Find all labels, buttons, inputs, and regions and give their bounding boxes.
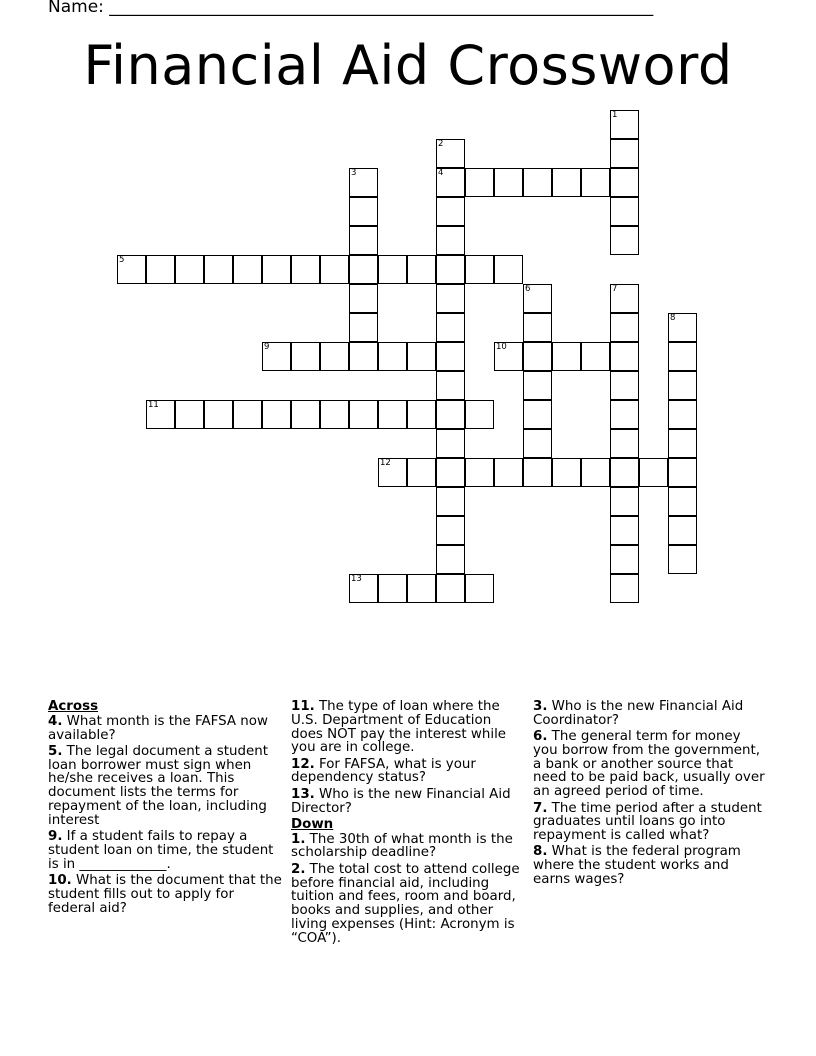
crossword-cell[interactable]: [378, 255, 407, 284]
crossword-cell[interactable]: [378, 458, 407, 487]
across-heading: Across: [48, 699, 99, 714]
crossword-cell[interactable]: [610, 226, 639, 255]
crossword-cell[interactable]: [668, 371, 697, 400]
crossword-cell[interactable]: [668, 545, 697, 574]
crossword-cell[interactable]: [610, 284, 639, 313]
clue-down-2: 2. The total cost to attend college before financial aid, including tuition and fees, room and board, books and supplies, and other living expenses (Hint: Acronym is “COA”).: [291, 861, 520, 946]
crossword-cell[interactable]: [146, 400, 175, 429]
crossword-cell[interactable]: [610, 574, 639, 603]
crossword-cell[interactable]: [175, 400, 204, 429]
clue-across-10: 10. What is the document that the student fills out to apply for federal aid?: [48, 873, 282, 916]
crossword-cell[interactable]: [146, 255, 175, 284]
crossword-cell[interactable]: [349, 284, 378, 313]
crossword-cell[interactable]: [523, 429, 552, 458]
crossword-cell[interactable]: [436, 400, 465, 429]
crossword-cell[interactable]: [436, 255, 465, 284]
crossword-cell[interactable]: [436, 284, 465, 313]
crossword-cell[interactable]: [610, 371, 639, 400]
crossword-cell[interactable]: [465, 574, 494, 603]
clue-down-7: 7. The time period after a student graduates until loans go into repayment is called what?: [533, 800, 762, 844]
crossword-cell[interactable]: [204, 400, 233, 429]
crossword-cell[interactable]: [610, 313, 639, 342]
clue-number: 6: [525, 284, 531, 294]
crossword-cell[interactable]: [349, 255, 378, 284]
name-field-label: Name: ________________________________________________________________: [48, 0, 654, 17]
crossword-cell[interactable]: [668, 429, 697, 458]
clue-across-4: 4. What month is the FAFSA now available?: [48, 713, 268, 743]
crossword-cell[interactable]: [320, 400, 349, 429]
crossword-cell[interactable]: [291, 400, 320, 429]
crossword-cell[interactable]: [204, 255, 233, 284]
crossword-cell[interactable]: [610, 197, 639, 226]
crossword-cell[interactable]: [552, 458, 581, 487]
clue-across-9: 9. If a student fails to repay a student loan on time, the student is in _____________.: [48, 829, 274, 872]
crossword-cell[interactable]: [610, 139, 639, 168]
crossword-cell[interactable]: [610, 545, 639, 574]
crossword-cell[interactable]: [378, 342, 407, 371]
clues-column-3: [533, 700, 769, 889]
clue-across-5: 5. The legal document a student loan borrower must sign when he/she receives a loan. This document lists the terms for repayment of the loan, including interest: [48, 743, 268, 828]
crossword-cell[interactable]: [349, 342, 378, 371]
crossword-cell[interactable]: [349, 313, 378, 342]
crossword-cell[interactable]: [349, 574, 378, 603]
clue-number: 1: [612, 110, 618, 120]
crossword-cell[interactable]: [436, 574, 465, 603]
crossword-cell[interactable]: [349, 400, 378, 429]
crossword-cell[interactable]: [465, 400, 494, 429]
clue-number: 12: [380, 458, 391, 468]
crossword-cell[interactable]: [436, 139, 465, 168]
down-heading: Down: [291, 816, 334, 832]
crossword-cell[interactable]: [175, 255, 204, 284]
crossword-cell[interactable]: [349, 197, 378, 226]
crossword-cell[interactable]: [523, 168, 552, 197]
crossword-cell[interactable]: [494, 255, 523, 284]
crossword-cell[interactable]: [436, 516, 465, 545]
crossword-cell[interactable]: [320, 255, 349, 284]
crossword-cell[interactable]: [552, 342, 581, 371]
clue-number: 8: [670, 313, 676, 323]
crossword-cell[interactable]: [262, 342, 291, 371]
crossword-cell[interactable]: [407, 458, 436, 487]
crossword-cell[interactable]: [581, 342, 610, 371]
crossword-cell[interactable]: [610, 516, 639, 545]
crossword-cell[interactable]: [436, 226, 465, 255]
crossword-cell[interactable]: [639, 458, 668, 487]
crossword-cell[interactable]: [436, 197, 465, 226]
crossword-cell[interactable]: [610, 342, 639, 371]
clue-across-13: 13. Who is the new Financial Aid Director?: [291, 786, 511, 816]
crossword-cell[interactable]: [523, 284, 552, 313]
clue-number: 10: [496, 342, 507, 352]
crossword-cell[interactable]: [494, 342, 523, 371]
crossword-cell[interactable]: [668, 458, 697, 487]
clue-number: 13: [351, 574, 362, 584]
crossword-cell[interactable]: [291, 255, 320, 284]
crossword-cell[interactable]: [523, 400, 552, 429]
crossword-cell[interactable]: [494, 168, 523, 197]
crossword-cell[interactable]: [378, 400, 407, 429]
crossword-cell[interactable]: [523, 458, 552, 487]
crossword-cell[interactable]: [291, 342, 320, 371]
crossword-cell[interactable]: [320, 342, 349, 371]
crossword-cell[interactable]: [436, 371, 465, 400]
crossword-cell[interactable]: [407, 255, 436, 284]
clue-across-11: 11. The type of loan where the U.S. Department of Education does NOT pay the interest while you are in college.: [291, 699, 507, 756]
clues-column-1: [48, 700, 284, 918]
crossword-cell[interactable]: [436, 545, 465, 574]
page-title: Financial Aid Crossword: [83, 34, 733, 97]
crossword-cell[interactable]: [233, 255, 262, 284]
crossword-cell[interactable]: [407, 400, 436, 429]
crossword-cell[interactable]: [610, 458, 639, 487]
crossword-cell[interactable]: [407, 342, 436, 371]
crossword-cell[interactable]: [610, 400, 639, 429]
crossword-cell[interactable]: [378, 574, 407, 603]
crossword-cell[interactable]: [523, 342, 552, 371]
clue-number: 3: [351, 168, 357, 178]
clues-column-2: [291, 700, 525, 948]
crossword-cell[interactable]: [407, 574, 436, 603]
crossword-cell[interactable]: [436, 313, 465, 342]
crossword-cell[interactable]: [552, 168, 581, 197]
crossword-cell[interactable]: [523, 371, 552, 400]
crossword-cell[interactable]: [610, 168, 639, 197]
clue-down-8: 8. What is the federal program where the student works and earns wages?: [533, 844, 741, 888]
crossword-cell[interactable]: [668, 313, 697, 342]
clue-number: 9: [264, 342, 270, 352]
crossword-cell[interactable]: [610, 487, 639, 516]
crossword-cell[interactable]: [668, 516, 697, 545]
crossword-cell[interactable]: [610, 429, 639, 458]
crossword-cell[interactable]: [668, 342, 697, 371]
crossword-cell[interactable]: [668, 400, 697, 429]
clue-number: 7: [612, 284, 618, 294]
crossword-cell[interactable]: [436, 429, 465, 458]
crossword-cell[interactable]: [262, 400, 291, 429]
clue-number: 5: [119, 255, 125, 265]
crossword-cell[interactable]: [436, 487, 465, 516]
crossword-cell[interactable]: [262, 255, 291, 284]
crossword-cell[interactable]: [436, 168, 465, 197]
clue-number: 2: [438, 139, 444, 149]
crossword-cell[interactable]: [349, 168, 378, 197]
crossword-cell[interactable]: [523, 313, 552, 342]
crossword-cell[interactable]: [668, 487, 697, 516]
crossword-cell[interactable]: [233, 400, 262, 429]
crossword-cell[interactable]: [465, 168, 494, 197]
clue-down-1: 1. The 30th of what month is the scholarship deadline?: [291, 831, 513, 861]
clue-number: 11: [148, 400, 159, 410]
crossword-cell[interactable]: [465, 255, 494, 284]
clue-down-3: 3. Who is the new Financial Aid Coordinator?: [533, 699, 744, 728]
clue-across-12: 12. For FAFSA, what is your dependency status?: [291, 756, 476, 786]
crossword-cell[interactable]: [494, 458, 523, 487]
crossword-cell[interactable]: [436, 342, 465, 371]
clue-down-6: 6. The general term for money you borrow from the government, a bank or another source that need to be paid back, usually over an agreed period of time.: [533, 729, 765, 800]
crossword-cell[interactable]: [436, 458, 465, 487]
crossword-cell[interactable]: [349, 226, 378, 255]
crossword-cell[interactable]: [581, 458, 610, 487]
crossword-cell[interactable]: [581, 168, 610, 197]
crossword-cell[interactable]: [117, 255, 146, 284]
crossword-cell[interactable]: [610, 110, 639, 139]
crossword-cell[interactable]: [465, 458, 494, 487]
clue-number: 4: [438, 168, 444, 178]
